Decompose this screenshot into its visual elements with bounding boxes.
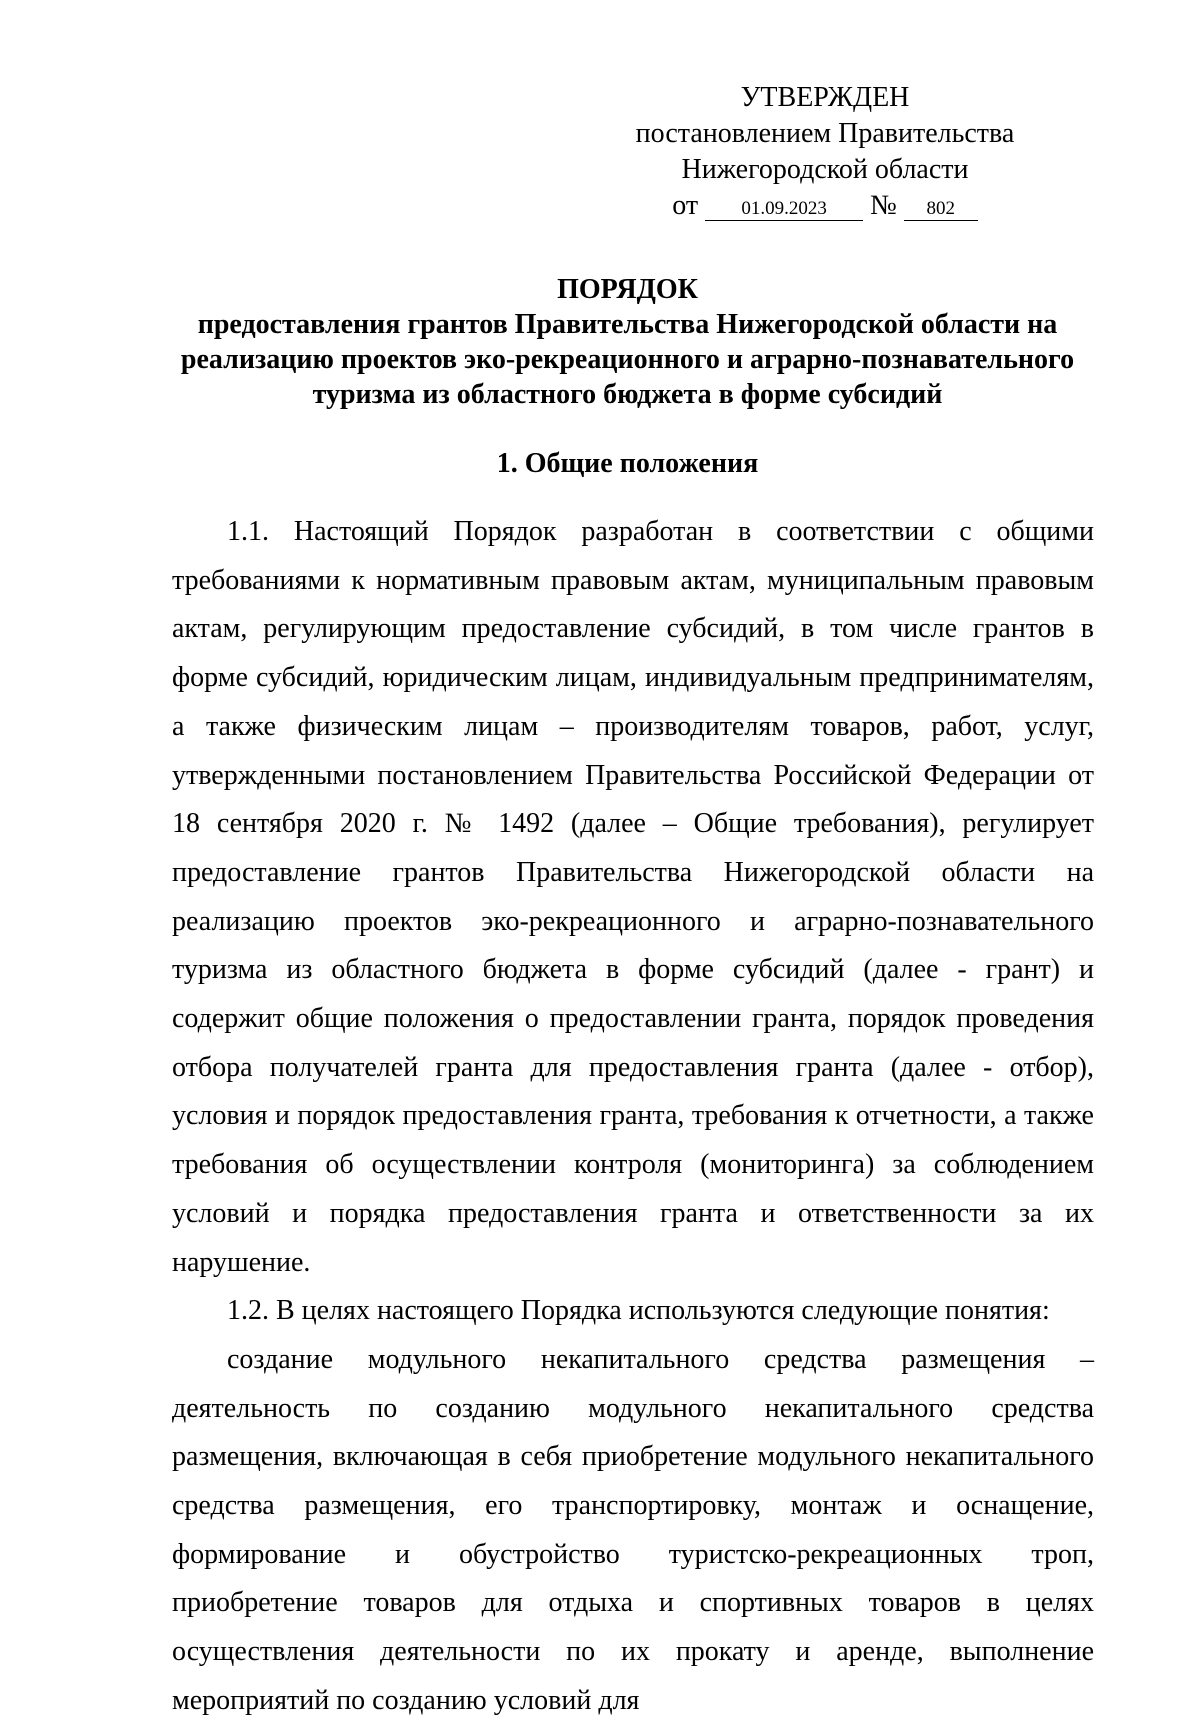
decree-date: 01.09.2023	[705, 198, 863, 221]
approved-label: УТВЕРЖДЕН	[740, 82, 910, 113]
date-number-line	[600, 188, 1050, 224]
number-sign: №	[870, 190, 897, 221]
approval-stamp-block	[600, 80, 1050, 224]
paragraph-definition: создание модульного некапитального средства размещения – деятельность по созданию модульного некапитального средства размещения, включающая в себя приобретение модульного некапитального средства размещения, его транспортировку, монтаж и оснащение, формирование и обустройство туристско-рекреационных троп, приобретение товаров для отдыха и спортивных товаров в целях осуществления деятельности по их прокату и аренде, выполнение мероприятий по созданию условий для	[172, 1343, 1094, 1716]
paragraph-1-1: 1.1. Настоящий Порядок разработан в соответствии с общими требованиями к нормативным правовым актам, муниципальным правовым актам, регулирующим предоставление субсидий, в том числе грантов в форме субсидий, юридическим лицам, индивидуальным предпринимателям, а также физическим лицам – производителям товаров, работ, услуг, утвержденными постановлением Правительства Российской Федерации от 18 сентября 2020 г. № 1492 (далее – Общие требования), регулирует предоставление грантов Правительства Нижегородской области на реализацию проектов эко-рекреационного и аграрно-познавательного туризма из областного бюджета в форме субсидий (далее - грант) и содержит общие положения о предоставлении гранта, порядок проведения отбора получателей гранта для предоставления гранта (далее - отбор), условия и порядок предоставления гранта, требования к отчетности, а также требования об осуществлении контроля (мониторинга) за соблюдением условий и порядка предоставления гранта и ответственности за их нарушение.	[172, 516, 1094, 1278]
decree-label: постановлением Правительства	[635, 118, 1015, 149]
document-body	[172, 508, 1094, 1726]
document-title: ПОРЯДОК	[557, 274, 698, 305]
paragraph-1-2: 1.2. В целях настоящего Порядка используются следующие понятия:	[227, 1295, 1050, 1327]
region-label: Нижегородской области	[681, 154, 969, 185]
decree-number: 802	[904, 198, 978, 221]
section-heading: 1. Общие положения	[496, 448, 759, 479]
document-subtitle: предоставления грантов Правительства Нижегородской области на реализацию проектов эко-рекреационного и аграрно-познавательного туризма из областного бюджета в форме субсидий	[180, 309, 1075, 410]
document-title-block	[160, 272, 1095, 412]
date-prefix: от	[672, 190, 699, 221]
